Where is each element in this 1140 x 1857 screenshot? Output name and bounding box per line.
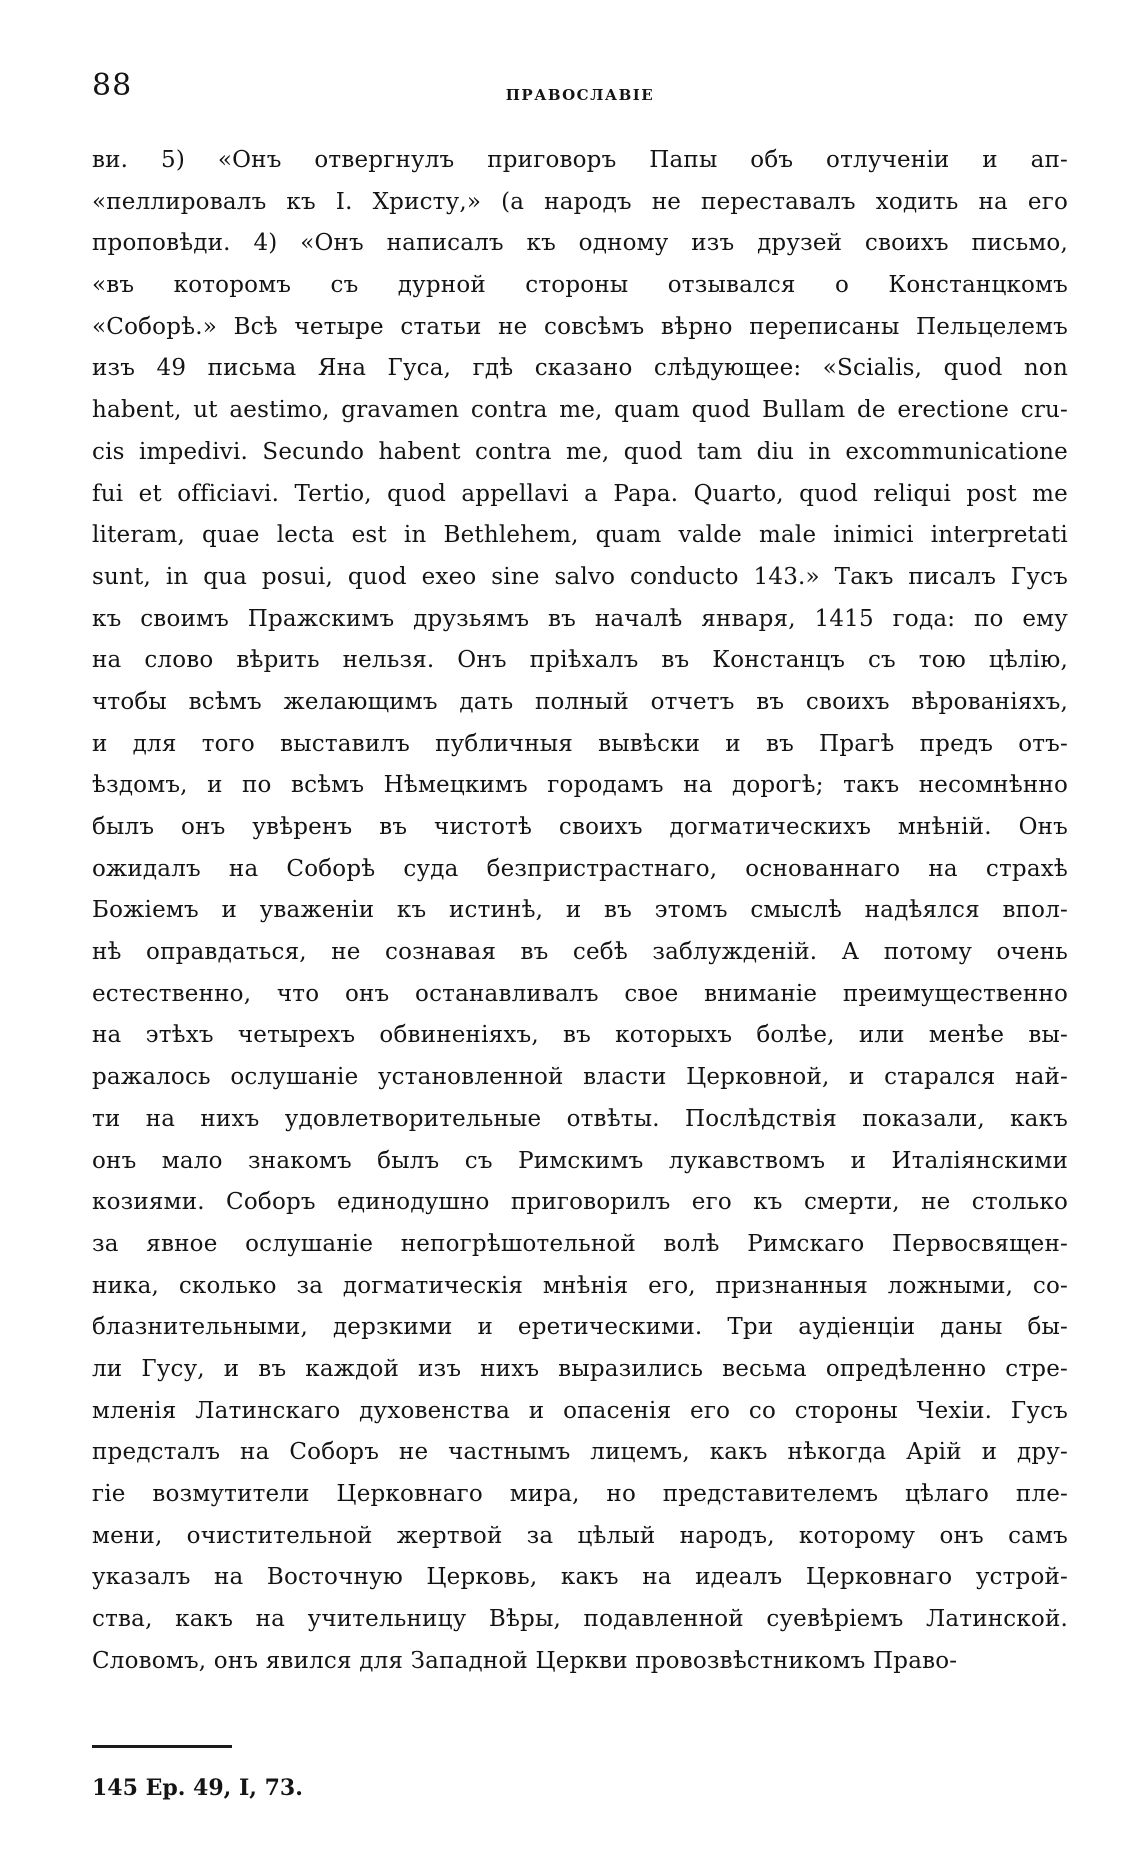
text-line: Словомъ, онъ явился для Западной Церкви провозвѣстникомъ Право-	[92, 1647, 958, 1674]
text-line: мени, очистительной жертвой за цѣлый народъ, которому онъ самъ	[92, 1522, 1068, 1549]
text-line: указалъ на Восточную Церковь, какъ на идеалъ Церковнаго устрой-	[92, 1564, 1068, 1591]
text-line: былъ онъ увѣренъ въ чистотѣ своихъ догматическихъ мнѣній. Онъ	[92, 814, 1068, 840]
text-line: мленія Латинскаго духовенства и опасенія его со стороны Чехіи. Гусъ	[92, 1397, 1068, 1424]
footnote-divider	[92, 1745, 232, 1748]
text-line: ства, какъ на учительницу Вѣры, подавленной суевѣріемъ Латинской.	[92, 1606, 1068, 1633]
running-head	[90, 68, 1070, 118]
text-line: къ своимъ Пражскимъ друзьямъ въ началѣ января, 1415 года: по ему	[92, 605, 1068, 632]
text-line: предсталъ на Соборъ не частнымъ лицемъ, какъ нѣкогда Арій и дру-	[92, 1439, 1068, 1466]
text-line: fui et officiavi. Tertio, quod appellavi a Papa. Quarto, quod reliqui post me	[92, 480, 1068, 507]
text-line: ника, сколько за догматическія мнѣнія его, признанныя ложными, со-	[92, 1272, 1068, 1299]
text-line: ти на нихъ удовлетворительные отвѣты. Послѣдствія показали, какъ	[92, 1105, 1068, 1132]
text-line: ѣздомъ, и по всѣмъ Нѣмецкимъ городамъ на дорогѣ; такъ несомнѣнно	[92, 772, 1068, 799]
text-line: «Соборѣ.» Всѣ четыре статьи не совсѣмъ вѣрно переписаны Пельцелемъ	[92, 313, 1068, 340]
text-line: на слово вѣрить нельзя. Онъ пріѣхалъ въ Констанцъ съ тою цѣлію,	[92, 647, 1068, 674]
text-line: онъ мало знакомъ былъ съ Римскимъ лукавствомъ и Италіянскими	[92, 1147, 1068, 1174]
text-line: за явное ослушаніе непогрѣшотельной волѣ Римскаго Первосвящен-	[92, 1230, 1068, 1257]
text-line: ви. 5) «Онъ отвергнулъ приговоръ Папы объ отлученіи и ап-	[92, 147, 1068, 173]
text-line: cis impedivi. Secundo habent contra me, quod tam diu in excommunicatione	[92, 438, 1068, 465]
text-line: literam, quae lecta est in Bethlehem, quam valde male inimici interpretati	[92, 522, 1068, 549]
text-line: sunt, in qua posui, quod exeo sine salvo conducto 143.» Такъ писалъ Гусъ	[92, 563, 1068, 590]
text-line: проповѣди. 4) «Онъ написалъ къ одному изъ друзей своихъ письмо,	[92, 230, 1068, 257]
text-line: гіе возмутители Церковнаго мира, но представителемъ цѣлаго пле-	[92, 1481, 1068, 1507]
text-line: нѣ оправдаться, не сознавая въ себѣ заблужденій. А потому очень	[92, 939, 1068, 966]
text-line: на этѣхъ четырехъ обвиненіяхъ, въ которыхъ болѣе, или менѣе вы-	[92, 1022, 1068, 1049]
footnote: 145 Ep. 49, I, 73.	[92, 1775, 303, 1801]
text-line: и для того выставилъ публичныя вывѣски и въ Прагѣ предъ отъ-	[92, 730, 1068, 757]
text-line: «пеллировалъ къ І. Христу,» (а народъ не переставалъ ходить на его	[92, 188, 1068, 215]
page-number: 88	[92, 68, 133, 103]
text-line: блазнительными, дерзкими и еретическими. Три аудіенціи даны бы-	[92, 1314, 1068, 1341]
text-line: ли Гусу, и въ каждой изъ нихъ выразились весьма опредѣленно стре-	[92, 1355, 1068, 1382]
text-line: ражалось ослушаніе установленной власти Церковной, и старался най-	[92, 1064, 1068, 1091]
running-title: ПРАВОСЛАВІЕ	[505, 86, 655, 104]
text-line: habent, ut aestimo, gravamen contra me, quam quod Bullam de erectione cru-	[92, 397, 1068, 424]
text-line: ожидалъ на Соборѣ суда безпристрастнаго, основаннаго на страхѣ	[92, 855, 1068, 882]
text-line: «въ которомъ съ дурной стороны отзывался о Констанцкомъ	[92, 272, 1068, 299]
text-line: козиями. Соборъ единодушно приговорилъ его къ смерти, не столько	[92, 1189, 1068, 1216]
text-line: чтобы всѣмъ желающимъ дать полный отчетъ въ своихъ вѣрованіяхъ,	[92, 688, 1068, 715]
body-text	[92, 140, 1068, 1682]
text-line: Божіемъ и уваженіи къ истинѣ, и въ этомъ смыслѣ надѣялся впол-	[92, 897, 1068, 924]
text-line: изъ 49 письма Яна Гуса, гдѣ сказано слѣдующее: «Scialis, quod non	[92, 355, 1068, 382]
text-line: естественно, что онъ останавливалъ свое вниманіе преимущественно	[92, 980, 1068, 1007]
